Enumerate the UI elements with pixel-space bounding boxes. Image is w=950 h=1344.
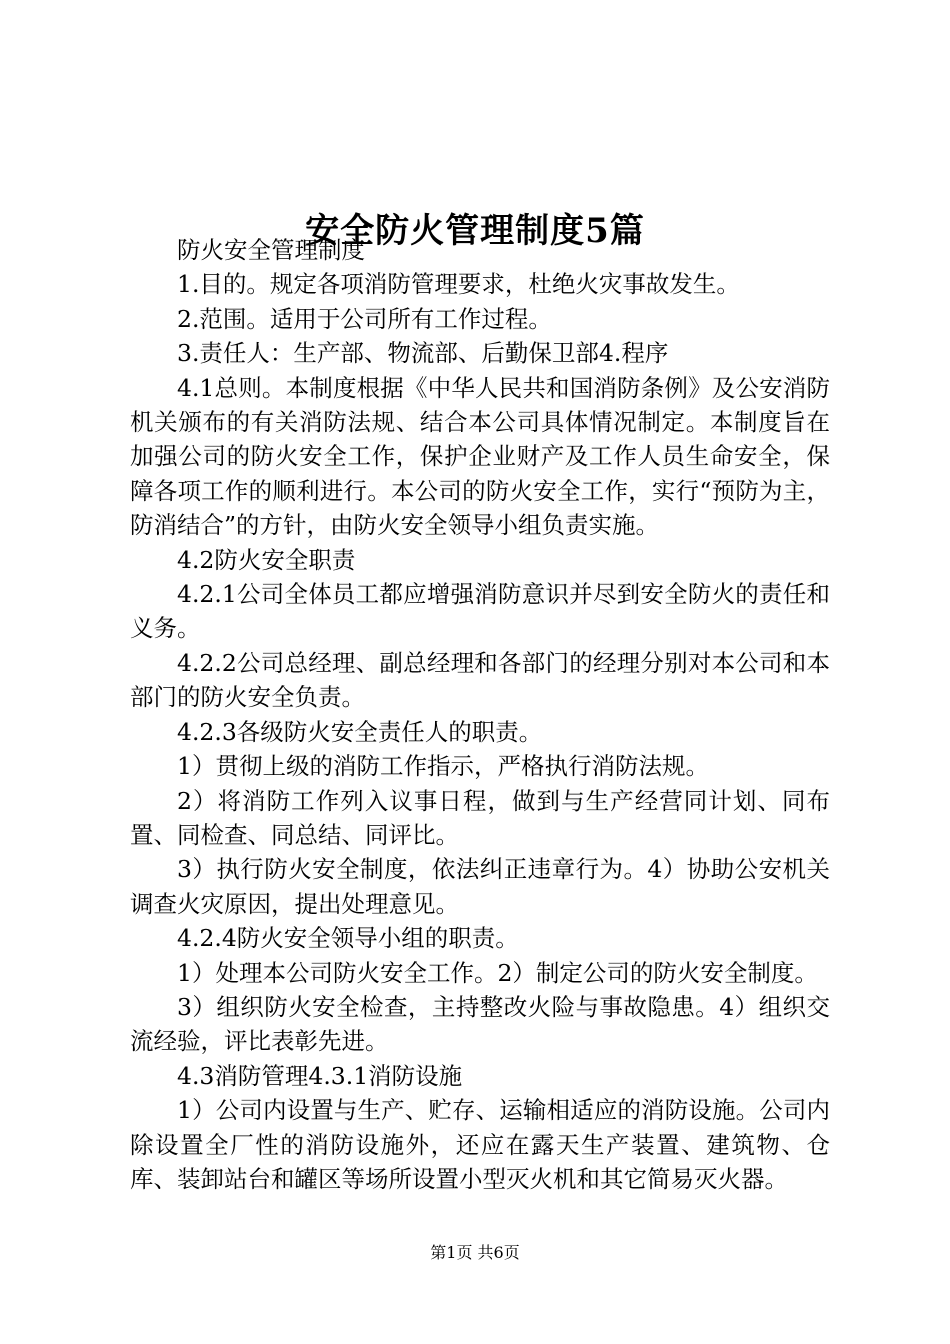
paragraph: 1）贯彻上级的消防工作指示，严格执行消防法规。	[177, 752, 709, 781]
paragraph: 4.1总则。本制度根据《中华人民共和国消防条例》及公安消防机关颁布的有关消防法规、结合本公司具体情况制定。本制度旨在加强公司的防火安全工作，保护企业财产及工作人员生命安全，保障各项工作的顺利进行。本公司的防火安全工作，实行“预防为主，防消结合”的方针，由防火安全领导小组负责实施。	[130, 373, 830, 540]
paragraph: 4.2防火安全职责	[177, 545, 356, 574]
paragraph: 3.责任人：生产部、物流部、后勤保卫部4.程序	[177, 339, 669, 368]
document-title: 安全防火管理制度5篇	[305, 210, 645, 251]
paragraph: 2.范围。适用于公司所有工作过程。	[177, 304, 552, 333]
paragraph: 4.2.4防火安全领导小组的职责。	[177, 924, 519, 953]
paragraph: 3）执行防火安全制度，依法纠正违章行为。4）协助公安机关调查火灾原因，提出处理意见。	[130, 855, 830, 918]
paragraph: 4.2.2公司总经理、副总经理和各部门的经理分别对本公司和本部门的防火安全负责。	[130, 648, 830, 712]
paragraph: 4.3消防管理4.3.1消防设施	[177, 1061, 463, 1090]
paragraph: 4.2.1公司全体员工都应增强消防意识并尽到安全防火的责任和义务。	[130, 580, 830, 643]
paragraph: 4.2.3各级防火安全责任人的职责。	[177, 717, 543, 746]
paragraph: 防火安全管理制度	[177, 236, 365, 264]
paragraph: 3）组织防火安全检查，主持整改火险与事故隐患。4）组织交流经验，评比表彰先进。	[130, 992, 830, 1056]
paragraph: 1.目的。规定各项消防管理要求，杜绝火灾事故发生。	[177, 270, 740, 299]
paragraph: 1）处理本公司防火安全工作。2）制定公司的防火安全制度。	[177, 958, 818, 987]
document-body	[130, 233, 830, 1196]
paragraph: 2）将消防工作列入议事日程，做到与生产经营同计划、同布置、同检查、同总结、同评比。	[130, 786, 830, 849]
page-footer: 第1页 共6页	[430, 1243, 520, 1262]
paragraph: 1）公司内设置与生产、贮存、运输相适应的消防设施。公司内除设置全厂性的消防设施外，还应在露天生产装置、建筑物、仓库、装卸站台和罐区等场所设置小型灭火机和其它简易灭火器。	[130, 1096, 830, 1193]
